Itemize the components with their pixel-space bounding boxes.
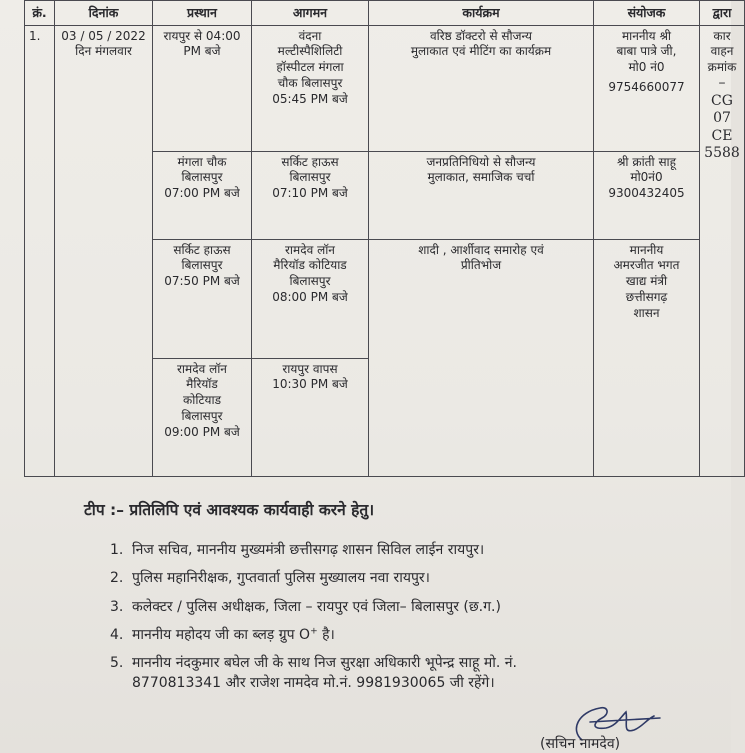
cell-line: 07:50 PM बजे	[164, 274, 240, 289]
cell-line: बिलासपुर	[289, 274, 331, 289]
text-part: 8770813341 और राजेश नामदेव मो.नं. 9981930065 जी रहेंगे।	[132, 675, 495, 692]
date-cell	[55, 25, 153, 476]
cell-line: 9300432405	[608, 186, 685, 201]
list-number: 4.	[110, 626, 124, 643]
cell-line: अमरजीत भगत	[613, 258, 680, 273]
signatory-name: (सचिन नामदेव)	[540, 736, 621, 752]
header-program: कार्यक्रम	[369, 1, 594, 26]
coordinator-cell	[594, 151, 700, 239]
text-part: माननीय महोदय जी का ब्लड़ ग्रुप O	[132, 626, 311, 643]
cell-line: मो0 नं0	[628, 60, 665, 75]
cell-line: छत्तीसगढ़	[625, 289, 668, 304]
header-date: दिनांक	[55, 1, 153, 26]
vehicle-cell	[700, 25, 745, 476]
coordinator-cell	[594, 25, 700, 151]
vehicle-number-part: CE	[711, 127, 733, 144]
arrival-cell	[252, 25, 369, 151]
cell-line: 08:00 PM बजे	[272, 289, 348, 304]
cell-line: मो0नं0	[630, 170, 663, 185]
cell-line: 10:30 PM बजे	[272, 377, 348, 392]
cell-line: हॉस्पीटल मंगला	[276, 60, 344, 75]
cell-line: रायपुर से 04:00	[163, 28, 241, 43]
cell-line: 09:00 PM बजे	[164, 424, 240, 439]
list-text	[132, 625, 690, 645]
cell-line: रामदेव लॉन	[177, 361, 227, 376]
list-number: 1.	[110, 542, 124, 558]
list-item	[110, 540, 690, 560]
cell-line: श्री क्रांती साहू	[616, 154, 677, 169]
list-item	[110, 653, 690, 694]
cell-line: 9754660077	[608, 79, 685, 94]
cell-line: शासन	[633, 305, 660, 320]
cell-line: वरिष्ठ डॉक्टरो से सौजन्य	[429, 28, 533, 43]
cell-line: शादी , आर्शीवाद समारोह एवं	[418, 242, 544, 257]
cell-line: रायपुर वापस	[282, 361, 338, 376]
list-item	[110, 568, 690, 588]
cell-line: चौक बिलासपुर	[277, 75, 343, 90]
cell-line: 07:10 PM बजे	[272, 186, 348, 201]
header-arrival: आगमन	[252, 1, 369, 26]
cell-line: माननीय श्री	[621, 28, 672, 43]
header-departure: प्रस्थान	[153, 1, 252, 26]
cell-line: क्रमांक	[707, 59, 737, 74]
departure-cell	[153, 25, 252, 151]
cell-line: कार	[713, 28, 731, 43]
table-row	[25, 25, 745, 151]
cell-line: मुलाकात एवं मीटिंग का कार्यक्रम	[410, 44, 552, 59]
cell-line: प्रीतिभोज	[460, 258, 502, 273]
date-value: 03 / 05 / 2022	[61, 28, 146, 43]
cell-line: बिलासपुर	[181, 408, 223, 423]
text-part: है।	[317, 626, 335, 643]
cell-line: मल्टीस्पैशिलिटी	[277, 44, 343, 59]
vehicle-number-part: CG	[711, 92, 733, 109]
arrival-cell	[252, 151, 369, 239]
cell-line: जनप्रतिनिधियो से सौजन्य	[426, 154, 536, 169]
program-cell	[369, 151, 594, 239]
cell-line: खाद्य मंत्री	[625, 274, 668, 289]
day-value: दिन मंगलवार	[75, 44, 132, 59]
text-part: माननीय नंदकुमार बघेल जी के साथ निज सुरक्षा अधिकारी भूपेन्द्र साहू मो. नं.	[132, 655, 517, 672]
cell-line: माननीय	[629, 242, 664, 257]
program-cell	[369, 25, 594, 151]
coordinator-cell	[594, 239, 700, 476]
cell-line: मुलाकात, समाजिक चर्चा	[427, 170, 535, 185]
header-coordinator: संयोजक	[594, 1, 700, 26]
cell-line: –	[718, 75, 726, 92]
cell-line: रामदेव लॉन	[285, 242, 335, 257]
cell-line: वंदना	[298, 28, 322, 43]
list-text: पुलिस महानिरीक्षक, गुप्तवार्ता पुलिस मुख्यालय नवा रायपुर।	[132, 570, 430, 587]
superscript: +	[310, 626, 318, 637]
list-item	[110, 625, 690, 645]
cell-line: 05:45 PM बजे	[272, 91, 348, 106]
cell-line: सर्किट हाऊस	[281, 154, 339, 169]
cell-line: कोटियाड	[183, 393, 221, 408]
cell-line: बिलासपुर	[289, 170, 331, 185]
departure-cell	[153, 358, 252, 476]
cell-line: बाबा पात्रे जी,	[616, 44, 677, 59]
list-item	[110, 597, 690, 617]
list-text: कलेक्टर / पुलिस अधीक्षक, जिला – रायपुर एवं जिला– बिलासपुर (छ.ग.)	[132, 598, 501, 615]
copy-list	[110, 540, 690, 702]
list-number: 3.	[110, 598, 124, 615]
sr-cell: 1.	[25, 25, 55, 476]
vehicle-number-part: 5588	[704, 145, 740, 162]
program-cell	[369, 239, 594, 476]
list-number: 5.	[110, 655, 124, 672]
list-text	[132, 653, 690, 694]
header-sr: क्रं.	[25, 1, 55, 26]
cell-line: मैरियॉड कोटियाड	[273, 258, 347, 273]
cell-line: सर्किट हाऊस	[173, 242, 231, 257]
cell-line: बिलासपुर	[181, 170, 223, 185]
cell-line: 07:00 PM बजे	[164, 186, 240, 201]
schedule-table	[24, 0, 745, 477]
departure-cell	[153, 151, 252, 239]
header-by: द्वारा	[700, 1, 745, 26]
table-header-row	[25, 1, 745, 26]
cell-line: बिलासपुर	[181, 258, 223, 273]
vehicle-number-part: 07	[713, 110, 731, 127]
list-number: 2.	[110, 570, 124, 587]
cell-line: मैरियॉड	[186, 377, 218, 392]
note-heading: टीप :– प्रतिलिपि एवं आवश्यक कार्यवाही करने हेतु।	[84, 501, 375, 519]
cell-line: मंगला चौक	[177, 154, 227, 169]
list-text: निज सचिव, माननीय मुख्यमंत्री छत्तीसगढ़ शासन सिविल लाईन रायपुर।	[132, 542, 485, 558]
departure-cell	[153, 239, 252, 358]
cell-line: वाहन	[710, 44, 734, 59]
cell-line: PM बजे	[183, 44, 221, 59]
arrival-cell	[252, 239, 369, 358]
arrival-cell	[252, 358, 369, 476]
